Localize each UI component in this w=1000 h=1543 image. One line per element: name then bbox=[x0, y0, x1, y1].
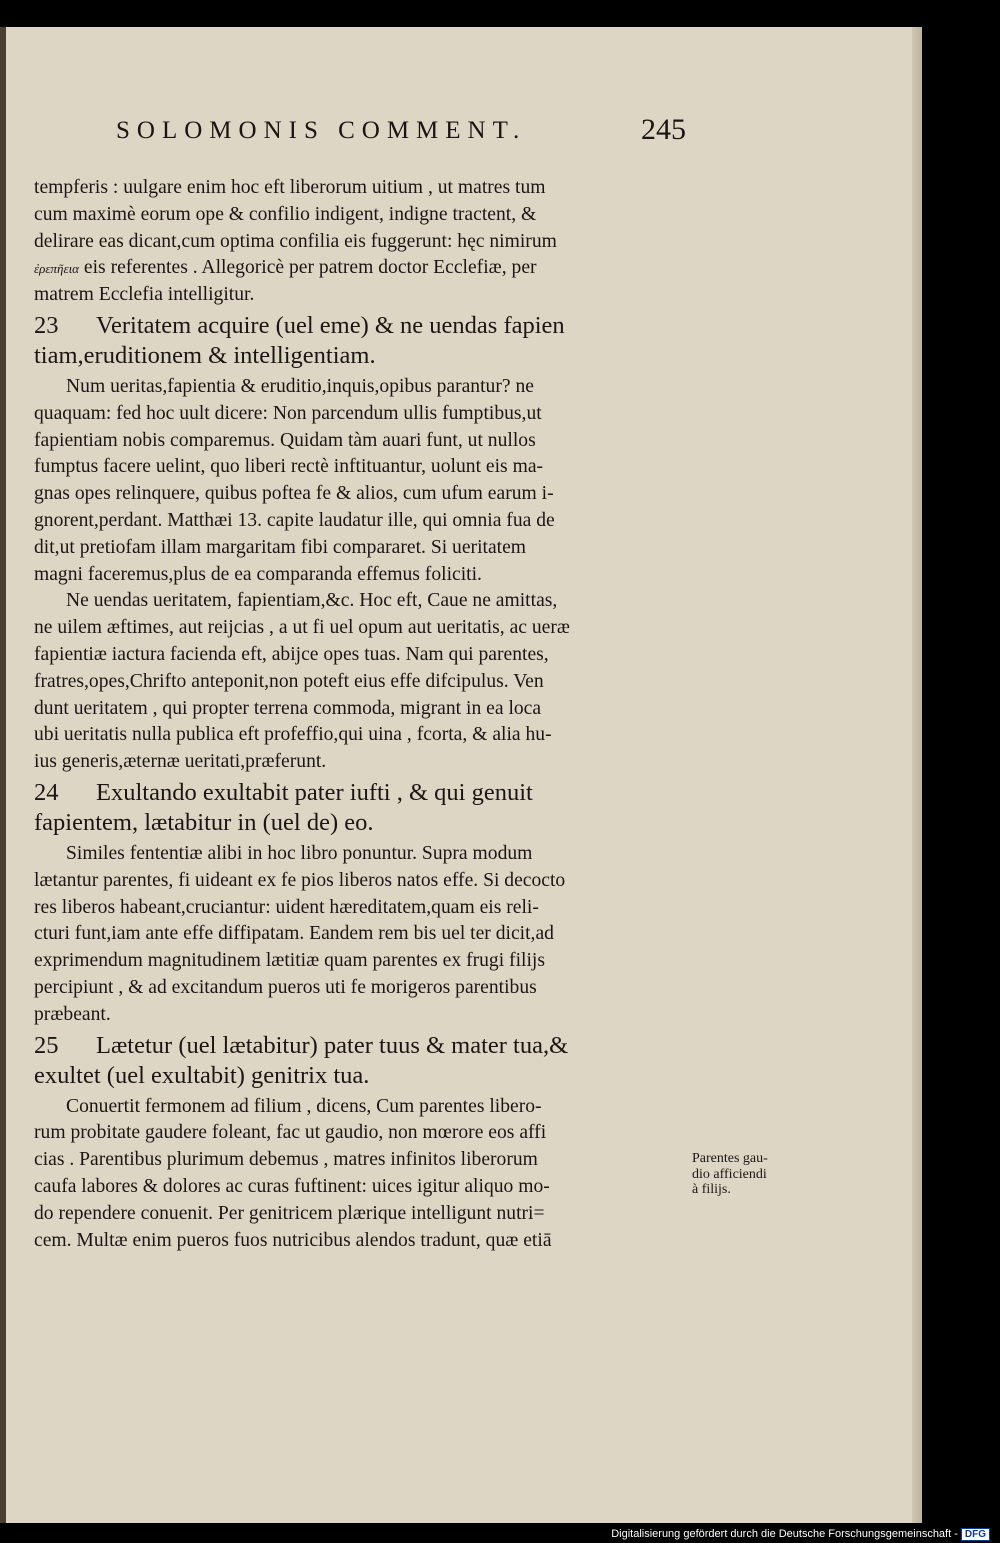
text-line: matrem Ecclefia intelligitur. bbox=[34, 284, 255, 306]
verse-commentary bbox=[34, 1094, 689, 1255]
text-line: rum probitate gaudere foleant, fac ut gaudio, non mœrore eos affi bbox=[34, 1122, 547, 1144]
verse-heading bbox=[34, 311, 689, 372]
credit-text: Digitalisierung gefördert durch die Deutsche Forschungsgemeinschaft - bbox=[611, 1528, 958, 1540]
marginal-note bbox=[692, 1151, 822, 1198]
verse-number: 23 bbox=[34, 311, 59, 339]
text-line: tempferis : uulgare enim hoc eft liberorum uitium , ut matres tum bbox=[34, 177, 546, 198]
verse-heading-line: 25 Lætetur (uel lætabitur) pater tuus & mater tua,& bbox=[34, 1031, 689, 1062]
intro-paragraph bbox=[34, 175, 689, 309]
book-page bbox=[0, 27, 922, 1523]
greek-word: ἐρεπῆεια bbox=[34, 261, 80, 277]
text-line: gnorent,perdant. Matthæi 13. capite laudatur ille, qui omnia fua de bbox=[34, 509, 555, 531]
verse-number: 25 bbox=[34, 1031, 59, 1059]
text-line: cem. Multæ enim pueros fuos nutricibus alendos tradunt, quæ etiā bbox=[34, 1229, 552, 1251]
verse-heading bbox=[34, 778, 689, 839]
page-header bbox=[106, 113, 686, 157]
text-line: cturi funt,iam ante effe diffipatam. Eandem rem bis uel ter dicit,ad bbox=[34, 923, 554, 945]
text-line: fratres,opes,Chrifto anteponit,non poteft eius effe difcipulus. Ven bbox=[34, 670, 544, 692]
marginal-line: Parentes gau- bbox=[692, 1151, 768, 1166]
text-line bbox=[34, 255, 689, 282]
marginal-line: à filijs. bbox=[692, 1182, 731, 1197]
text-line: delirare eas dicant,cum optima confilia eis fuggerunt: hęc nimirum bbox=[34, 230, 557, 252]
marginal-line: dio afficiendi bbox=[692, 1166, 767, 1182]
verse-number: 24 bbox=[34, 778, 59, 806]
text-line: exprimendum magnitudinem lætitiæ quam parentes ex frugi filijs bbox=[34, 950, 545, 972]
text-line: res liberos habeant,cruciantur: uident hæreditatem,quam eis reli- bbox=[34, 896, 539, 918]
digitization-credit bbox=[611, 1528, 990, 1541]
text-line: cum maximè eorum ope & confilio indigent, indigne tractent, & bbox=[34, 203, 537, 225]
text-line: fumptus facere uelint, quo liberi rectè inftituantur, uolunt eis ma- bbox=[34, 456, 544, 478]
text-line: Similes fententiæ alibi in hoc libro ponuntur. Supra modum bbox=[66, 842, 533, 864]
verse-heading-line: fapientem, lætabitur in (uel de) eo. bbox=[34, 809, 374, 837]
text-line: lætantur parentes, fi uideant ex fe pios liberos natos effe. Si decocto bbox=[34, 869, 566, 891]
dfg-logo-icon: DFG bbox=[961, 1528, 990, 1541]
text-line: præbeant. bbox=[34, 1003, 111, 1025]
text-line: magni faceremus,plus de ea comparanda effemus foliciti. bbox=[34, 563, 482, 585]
verse-heading-line: tiam,eruditionem & intelligentiam. bbox=[34, 342, 376, 370]
text-block bbox=[34, 175, 689, 1254]
text-line: Ne uendas ueritatem, fapientiam,&c. Hoc eft, Caue ne amittas, bbox=[66, 590, 558, 612]
text-line-rest: eis referentes . Allegoricè per patrem doctor Ecclefiæ, per bbox=[83, 257, 537, 279]
text-line: ubi ueritatis nulla publica eft profeffio,qui uina , fcorta, & alia hu- bbox=[34, 724, 552, 746]
text-line: Conuertit fermonem ad filium , dicens, Cum parentes libero- bbox=[66, 1095, 542, 1117]
text-line: gnas opes relinquere, quibus poftea fe & alios, cum ufum earum i- bbox=[34, 483, 554, 505]
text-line: dit,ut pretiofam illam margaritam fibi compararet. Si ueritatem bbox=[34, 536, 527, 558]
text-line: cias . Parentibus plurimum debemus , matres infinitos liberorum bbox=[34, 1149, 538, 1171]
text-line: percipiunt , & ad excitandum pueros uti fe morigeros parentibus bbox=[34, 976, 537, 998]
text-line: dunt ueritatem , qui propter terrena commoda, migrant in ea loca bbox=[34, 697, 542, 719]
verse-heading bbox=[34, 1031, 689, 1092]
text-line: quaquam: fed hoc uult dicere: Non parcendum ullis fumptibus,ut bbox=[34, 402, 542, 424]
page-number: 245 bbox=[641, 113, 686, 146]
verse-heading-line: 23 Veritatem acquire (uel eme) & ne uendas fapien bbox=[34, 311, 689, 342]
verse-heading-line: 24 Exultando exultabit pater iufti , & qui genuit bbox=[34, 778, 689, 809]
text-line: fapientiæ iactura facienda eft, abijce opes tuas. Nam qui parentes, bbox=[34, 643, 549, 665]
text-line: caufa labores & dolores ac curas fuftinent: uices igitur aliquo mo- bbox=[34, 1175, 550, 1197]
text-line: ne uilem æftimes, aut reijcias , a ut fi uel opum aut ueritatis, ac ueræ bbox=[34, 617, 570, 639]
verse-commentary bbox=[34, 374, 689, 776]
text-line: ius generis,æternæ ueritati,præferunt. bbox=[34, 751, 327, 773]
verse-heading-line: exultet (uel exultabit) genitrix tua. bbox=[34, 1062, 370, 1090]
text-line: fapientiam nobis comparemus. Quidam tàm auari funt, ut nullos bbox=[34, 429, 536, 451]
running-title: SOLOMONIS COMMENT. bbox=[116, 117, 527, 144]
text-line: Num ueritas,fapientia & eruditio,inquis,opibus parantur? ne bbox=[66, 375, 534, 397]
text-line: do rependere conuenit. Per genitricem plærique intelligunt nutri= bbox=[34, 1202, 545, 1224]
verse-commentary bbox=[34, 841, 689, 1029]
